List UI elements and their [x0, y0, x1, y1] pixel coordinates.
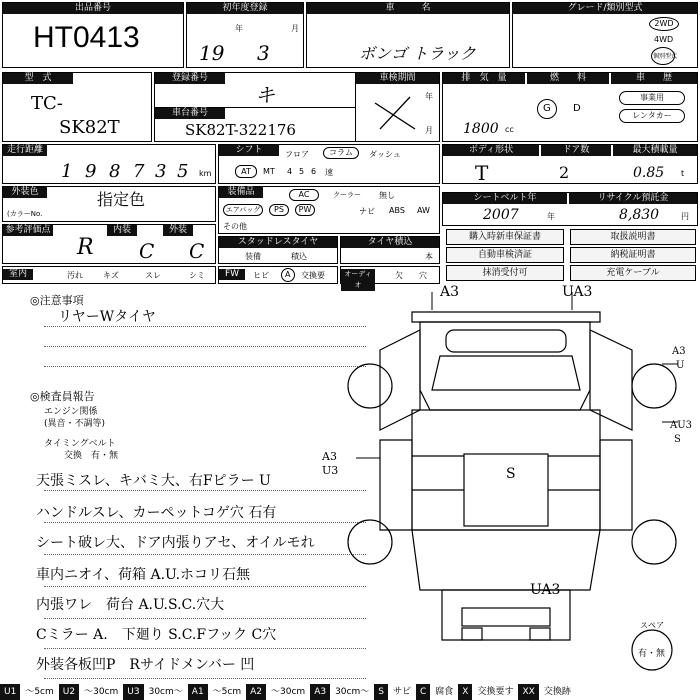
fw-a: A — [285, 270, 291, 279]
capacity: 0.85 — [633, 165, 665, 181]
charge-cable-button[interactable]: 充電ケーブル — [570, 265, 696, 281]
studless-label: スタッドレスタイヤ — [219, 237, 337, 248]
legend-key: U1 — [0, 684, 20, 700]
cancel-accept-button[interactable]: 抹消受付可 — [446, 265, 564, 281]
manual-button[interactable]: 取扱説明書 — [570, 229, 696, 245]
chassis: SK82T-322176 — [185, 121, 296, 139]
note-rule — [44, 618, 366, 619]
timing-label: タイミングベルト — [44, 439, 116, 449]
capacity-unit: t — [681, 169, 685, 178]
body-label: ボディ形状 — [443, 145, 539, 156]
displacement: 1800 — [463, 121, 499, 137]
tire-load-label: タイヤ積込 — [341, 237, 439, 248]
history-business: 事業用 — [619, 91, 685, 105]
studless-cell — [218, 236, 338, 264]
legend-value: 30cm～ — [335, 687, 370, 697]
km-unit: km — [199, 169, 212, 178]
note-rule — [44, 678, 366, 679]
first-registration-cell — [186, 2, 304, 68]
note-rule — [44, 366, 366, 367]
legend-key: U3 — [123, 684, 143, 700]
inspector-note-2: ハンドルスレ、カーペットコゲ穴 石有 — [36, 505, 277, 521]
reg-year: 19 — [199, 41, 225, 65]
mileage-d2: 8 — [109, 161, 121, 182]
note-rule — [44, 490, 366, 491]
equip-cooler: クーラー — [333, 191, 361, 199]
recycle-label: リサイクル預託金 — [569, 193, 697, 204]
lot-number: HT0413 — [33, 21, 140, 54]
mark-center: S — [506, 466, 516, 482]
car-name: ボンゴ トラック — [359, 44, 476, 63]
engine-sub: (異音・不調等) — [44, 419, 106, 429]
legend-key: A1 — [188, 684, 208, 700]
legend-value: 交換跡 — [543, 687, 571, 697]
interior-label: 内装 — [107, 225, 137, 236]
recycle-amount: 8,830 — [619, 207, 660, 223]
mileage-cell — [2, 144, 216, 184]
insp-year-unit: 年 — [425, 92, 433, 101]
tire-load-cell — [340, 236, 440, 264]
inspector-note-1: 天張ミスレ、キバミ大、右Fピラー U — [36, 473, 271, 489]
reg-no-label: 登録番号 — [155, 73, 225, 84]
note-rule — [44, 648, 366, 649]
grade-label: グレード/類別型式 — [513, 3, 697, 14]
grade-value: R — [77, 235, 94, 260]
damage-legend — [0, 684, 700, 700]
reg-month: 3 — [257, 41, 270, 65]
exterior-color: 指定色 — [97, 190, 146, 209]
exterior-label: 外装 — [163, 225, 193, 236]
equipment-cell — [218, 186, 440, 234]
equip-navi: ナビ — [359, 207, 375, 216]
shift-floor: フロア — [285, 150, 309, 159]
timing-sub: 交換 有・無 — [64, 451, 119, 461]
spec-cell — [442, 72, 698, 142]
audio-cell — [340, 266, 440, 289]
car-name-label: 車 名 — [307, 3, 509, 14]
body-type: T — [475, 161, 489, 185]
mark-top-right: UA3 — [562, 284, 593, 300]
mileage-d0: 1 — [61, 161, 73, 182]
note-rule — [44, 522, 366, 523]
chassis-label: 車台番号 — [155, 108, 225, 119]
mark-left: A3 — [322, 450, 337, 463]
equip-none: 無し — [379, 191, 395, 200]
int-dirt: 汚れ — [67, 271, 83, 280]
legend-value: 腐食 — [435, 687, 454, 697]
legend-key: XX — [518, 684, 538, 700]
displacement-label: 排 気 量 — [443, 73, 525, 84]
gear-4: 4 — [287, 167, 293, 176]
spare-label: スペア — [640, 621, 664, 630]
equip-abs: ABS — [389, 206, 405, 215]
inspector-note-5: 内張ワレ 荷台 A.U.S.C.穴大 — [36, 597, 225, 613]
inspection-cert-button[interactable]: 自動車検済証 — [446, 247, 564, 263]
shift-label: シフト — [219, 145, 279, 156]
inspector-note-3: シート破レ大、ドア内張りアセ、オイルモれ — [36, 535, 315, 551]
seatbelt-year: 2007 — [483, 207, 519, 223]
int-stain: シミ — [189, 271, 205, 280]
fw-crack: ヒビ — [253, 271, 269, 280]
model-label: 型 式 — [3, 73, 73, 84]
mileage-d5: 5 — [177, 161, 189, 182]
registration-cell — [154, 72, 440, 142]
engine-label: エンジン関係 — [44, 407, 98, 417]
interior-check-label: 室内 — [3, 269, 33, 280]
legend-value: ～30cm — [271, 687, 306, 697]
legend-value: ～5cm — [212, 687, 242, 697]
equip-other-label: その他 — [223, 222, 247, 231]
legend-key: A2 — [246, 684, 266, 700]
legend-key: A3 — [310, 684, 330, 700]
fw-label: FW — [219, 269, 245, 280]
int-rub: スレ — [145, 271, 161, 280]
shift-at: AT — [235, 165, 257, 178]
mark-bottom: UA3 — [530, 582, 561, 598]
model-line2: SK82T — [59, 117, 120, 138]
audio-hole: 穴 — [419, 271, 427, 280]
fw-replace: 交換要 — [301, 271, 325, 280]
lot-number-cell — [2, 2, 184, 68]
body-cell — [442, 144, 698, 184]
audio-label: オーディオ — [341, 269, 375, 291]
exterior-value: C — [189, 239, 205, 263]
interior-value: C — [139, 239, 155, 263]
equip-ps: PS — [269, 204, 289, 216]
studless-equipped: 装備 — [245, 252, 261, 261]
model-cell — [2, 72, 152, 142]
legend-value: 30cm～ — [148, 687, 183, 697]
gear-6: 6 — [311, 167, 317, 176]
drive-2wd: 2WD — [649, 17, 679, 31]
history-label: 車 歴 — [611, 73, 697, 84]
fuel-label: 燃 料 — [527, 73, 609, 84]
equip-aw: AW — [417, 206, 430, 215]
mark-left-u: U3 — [322, 464, 339, 477]
fuel-g: G — [543, 103, 551, 114]
tire-unit: 本 — [425, 252, 433, 261]
drive-4wd: 4WD — [654, 35, 674, 44]
inspector-note-7: 外装各板凹P Rサイドメンバー 凹 — [36, 657, 255, 673]
ref-grade-label: 参考評価点 — [3, 225, 53, 236]
doors-label: ドア数 — [541, 145, 611, 156]
insp-month-unit: 月 — [425, 126, 433, 135]
reg-no: キ — [255, 83, 275, 107]
history-rental: レンタカー — [619, 109, 685, 123]
doors: 2 — [559, 163, 570, 182]
studless-loaded: 積込 — [291, 252, 307, 261]
grade-cell — [512, 2, 698, 68]
interior-check-cell — [2, 266, 216, 284]
audio-missing: 欠 — [395, 271, 403, 280]
inspection-label: 車検期間 — [356, 73, 439, 84]
shift-dash: ダッシュ — [369, 150, 401, 159]
legend-value: ～5cm — [25, 687, 54, 697]
legend-key: U2 — [59, 684, 79, 700]
seatbelt-label: シートベルト年 — [443, 193, 567, 204]
mark-right-top-u: U — [676, 360, 685, 371]
shift-column: コラム — [323, 147, 359, 159]
year-unit: 年 — [235, 24, 243, 33]
lot-number-label: 出品番号 — [3, 3, 183, 14]
cc-unit: cc — [505, 125, 514, 134]
equip-ac: AC — [289, 189, 319, 201]
inspector-label: ◎検査員報告 — [30, 390, 95, 403]
mark-right-mid: AU3 — [670, 420, 693, 431]
color-no-label: (カラーNo. — [7, 210, 43, 218]
legend-value: 交換要す — [477, 687, 514, 697]
fuel-d: D — [573, 103, 581, 114]
mileage-d4: 3 — [155, 161, 167, 182]
gear-5: 5 — [299, 167, 305, 176]
note-rule — [44, 554, 366, 555]
fw-cell — [218, 266, 338, 284]
shift-speed: 速 — [325, 168, 333, 177]
tax-cert-button[interactable]: 納税証明書 — [570, 247, 696, 263]
first-reg-label: 初年度登録 — [187, 3, 303, 14]
spare-value: 有・無 — [638, 649, 666, 659]
model-line1: TC- — [31, 93, 63, 114]
note-rule — [44, 586, 366, 587]
int-scratch: キズ — [103, 271, 119, 280]
color-cell — [2, 186, 216, 222]
note-rule — [44, 326, 366, 327]
mileage-d1: 9 — [85, 161, 97, 182]
caution-text: リヤーWタイヤ — [58, 309, 156, 325]
recycle-yen: 円 — [681, 212, 689, 221]
inspector-note-4: 車内ニオイ、荷箱 A.U.ホコリ石無 — [36, 567, 251, 583]
inspection-cross — [370, 93, 420, 133]
legend-key: S — [374, 684, 388, 700]
car-name-cell — [306, 2, 510, 68]
legend-key: C — [416, 684, 430, 700]
capacity-label: 最大積載量 — [613, 145, 697, 156]
mark-right-mid-s: S — [674, 434, 681, 445]
caution-label: ◎注意事項 — [30, 294, 84, 307]
color-label: 外装色 — [3, 187, 47, 198]
equip-airbag: エアバッグ — [223, 204, 263, 216]
legend-key: X — [458, 684, 472, 700]
mileage-label: 走行距離 — [3, 145, 47, 156]
mark-right-top: A3 — [672, 346, 686, 357]
equipment-label: 装備品 — [219, 187, 263, 198]
seatbelt-cell — [442, 192, 698, 226]
month-unit: 月 — [291, 24, 299, 33]
seatbelt-year-unit: 年 — [547, 212, 555, 221]
inspector-note-6: Cミラー A. 下廻り S.C.Fフック C穴 — [36, 627, 277, 643]
equip-pw: PW — [295, 204, 315, 216]
grade-eval-cell — [2, 224, 216, 264]
warranty-button[interactable]: 購入時新車保証書 — [446, 229, 564, 245]
cargo-label: 個別型式 — [653, 53, 678, 60]
legend-value: サビ — [392, 687, 411, 697]
mileage-d3: 7 — [133, 161, 145, 182]
mark-top-left: A3 — [440, 284, 460, 300]
note-rule — [44, 346, 366, 347]
shift-cell — [218, 144, 440, 184]
legend-value: ～30cm — [84, 687, 119, 697]
shift-mt: MT — [263, 167, 275, 176]
